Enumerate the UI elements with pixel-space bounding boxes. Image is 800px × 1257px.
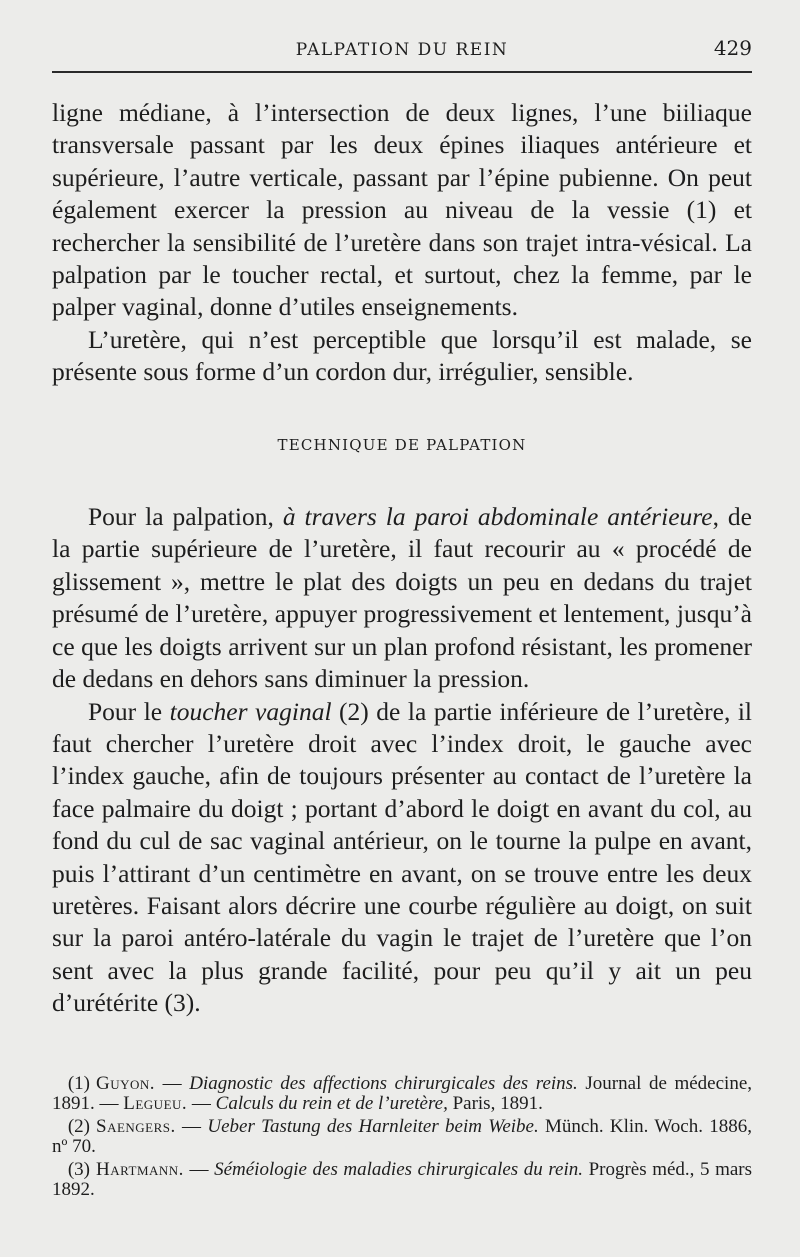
text-run: L’uretère, qui n’est perceptible que lorsqu’il est malade, se présente sous forme d’un cordon dur, irrégulier, sensible. [52,324,752,387]
footnote-number: (3) [67,1159,90,1180]
paragraph [52,501,752,695]
paragraph [52,696,752,1020]
section-heading: TECHNIQUE DE PALPATION [277,435,527,454]
footnotes [52,1074,752,1203]
italic-text: toucher vaginal [169,696,332,726]
text-run: Münch. Klin. Woch. 1886, nº 70. [52,1116,753,1157]
author-name: Guyon. [96,1073,156,1094]
footnote [52,1117,752,1156]
author-name: Hartmann. [96,1159,184,1180]
main-text [52,97,752,1020]
text-run: — [155,1073,190,1094]
footnote-number: (2) [67,1116,90,1137]
text-run: — [187,1092,216,1114]
header-rule [52,71,752,73]
paragraph [52,97,752,324]
italic-text: Ueber Tastung des Harnleiter beim Weibe. [207,1116,539,1137]
italic-text: à travers la paroi abdominale antérieure [282,502,713,532]
text-run: , de la partie supérieure de l’uretère, il faut recourir au « procédé de glissement », mettre le plat des doigts un peu en dedans du trajet présumé de l’uretère, appuyer progressivement et lentement, jusqu’à ce que les doigts arrivent sur un plan profond résistant, les promener de dedans en dehors sans diminuer la pression. [52,502,752,694]
text-run: — [183,1159,215,1180]
paragraph [52,324,752,389]
text-run: (2) de la partie inférieure de l’uretère, il faut chercher l’uretère droit avec l’index droit, le gauche avec l’index gauche, afin de toujours présenter au contact de l’uretère la face palmaire du doigt ; portant d’abord le doigt en avant du col, au fond du cul de sac vaginal antérieur, on le tourne la pulpe en avant, puis l’attirant d’un centimètre en avant, on se trouve entre les deux uretères. Faisant alors décrire une courbe régulière au doigt, on suit sur la paroi antéro-latérale du vagin le trajet de l’uretère que l’on sent avec la plus grande facilité, pour peu qu’il y ait un peu d’urétérite (3). [52,696,753,1018]
text-run: Progrès méd., 5 mars 1892. [52,1159,753,1200]
text-run: Journal de médecine, 1891. — [52,1073,753,1114]
text-run: Pour la palpation, [88,502,283,532]
text-run: Paris, 1891. [447,1092,543,1114]
author-name: Legueu. [123,1092,188,1114]
author-name: Saengers. [96,1116,176,1137]
footnote [52,1160,752,1199]
footnote-number: (1) [67,1073,90,1094]
footnote [52,1074,752,1113]
italic-text: Diagnostic des affections chirurgicales des reins. [189,1073,578,1094]
text-run: ligne médiane, à l’intersection de deux lignes, l’une biiliaque transversale passant par les deux épines iliaques antérieure et supérieure, l’autre verticale, passant par l’épine pubienne. On peut également exercer la pression au niveau de la vessie (1) et rechercher la sensibilité de l’uretère dans son trajet intra-vésical. La palpation par le toucher rectal, et surtout, chez la femme, par le palper vaginal, donne d’utiles enseignements. [52,98,752,322]
page-number: 429 [713,36,752,60]
text-run: Pour le [88,696,170,726]
text-run: — [175,1116,208,1137]
running-title: PALPATION DU REIN [295,40,509,60]
page-header [52,36,752,64]
italic-text: Séméiologie des maladies chirurgicales du rein. [214,1159,584,1180]
italic-text: Calculs du rein et de l’uretère, [215,1092,448,1114]
